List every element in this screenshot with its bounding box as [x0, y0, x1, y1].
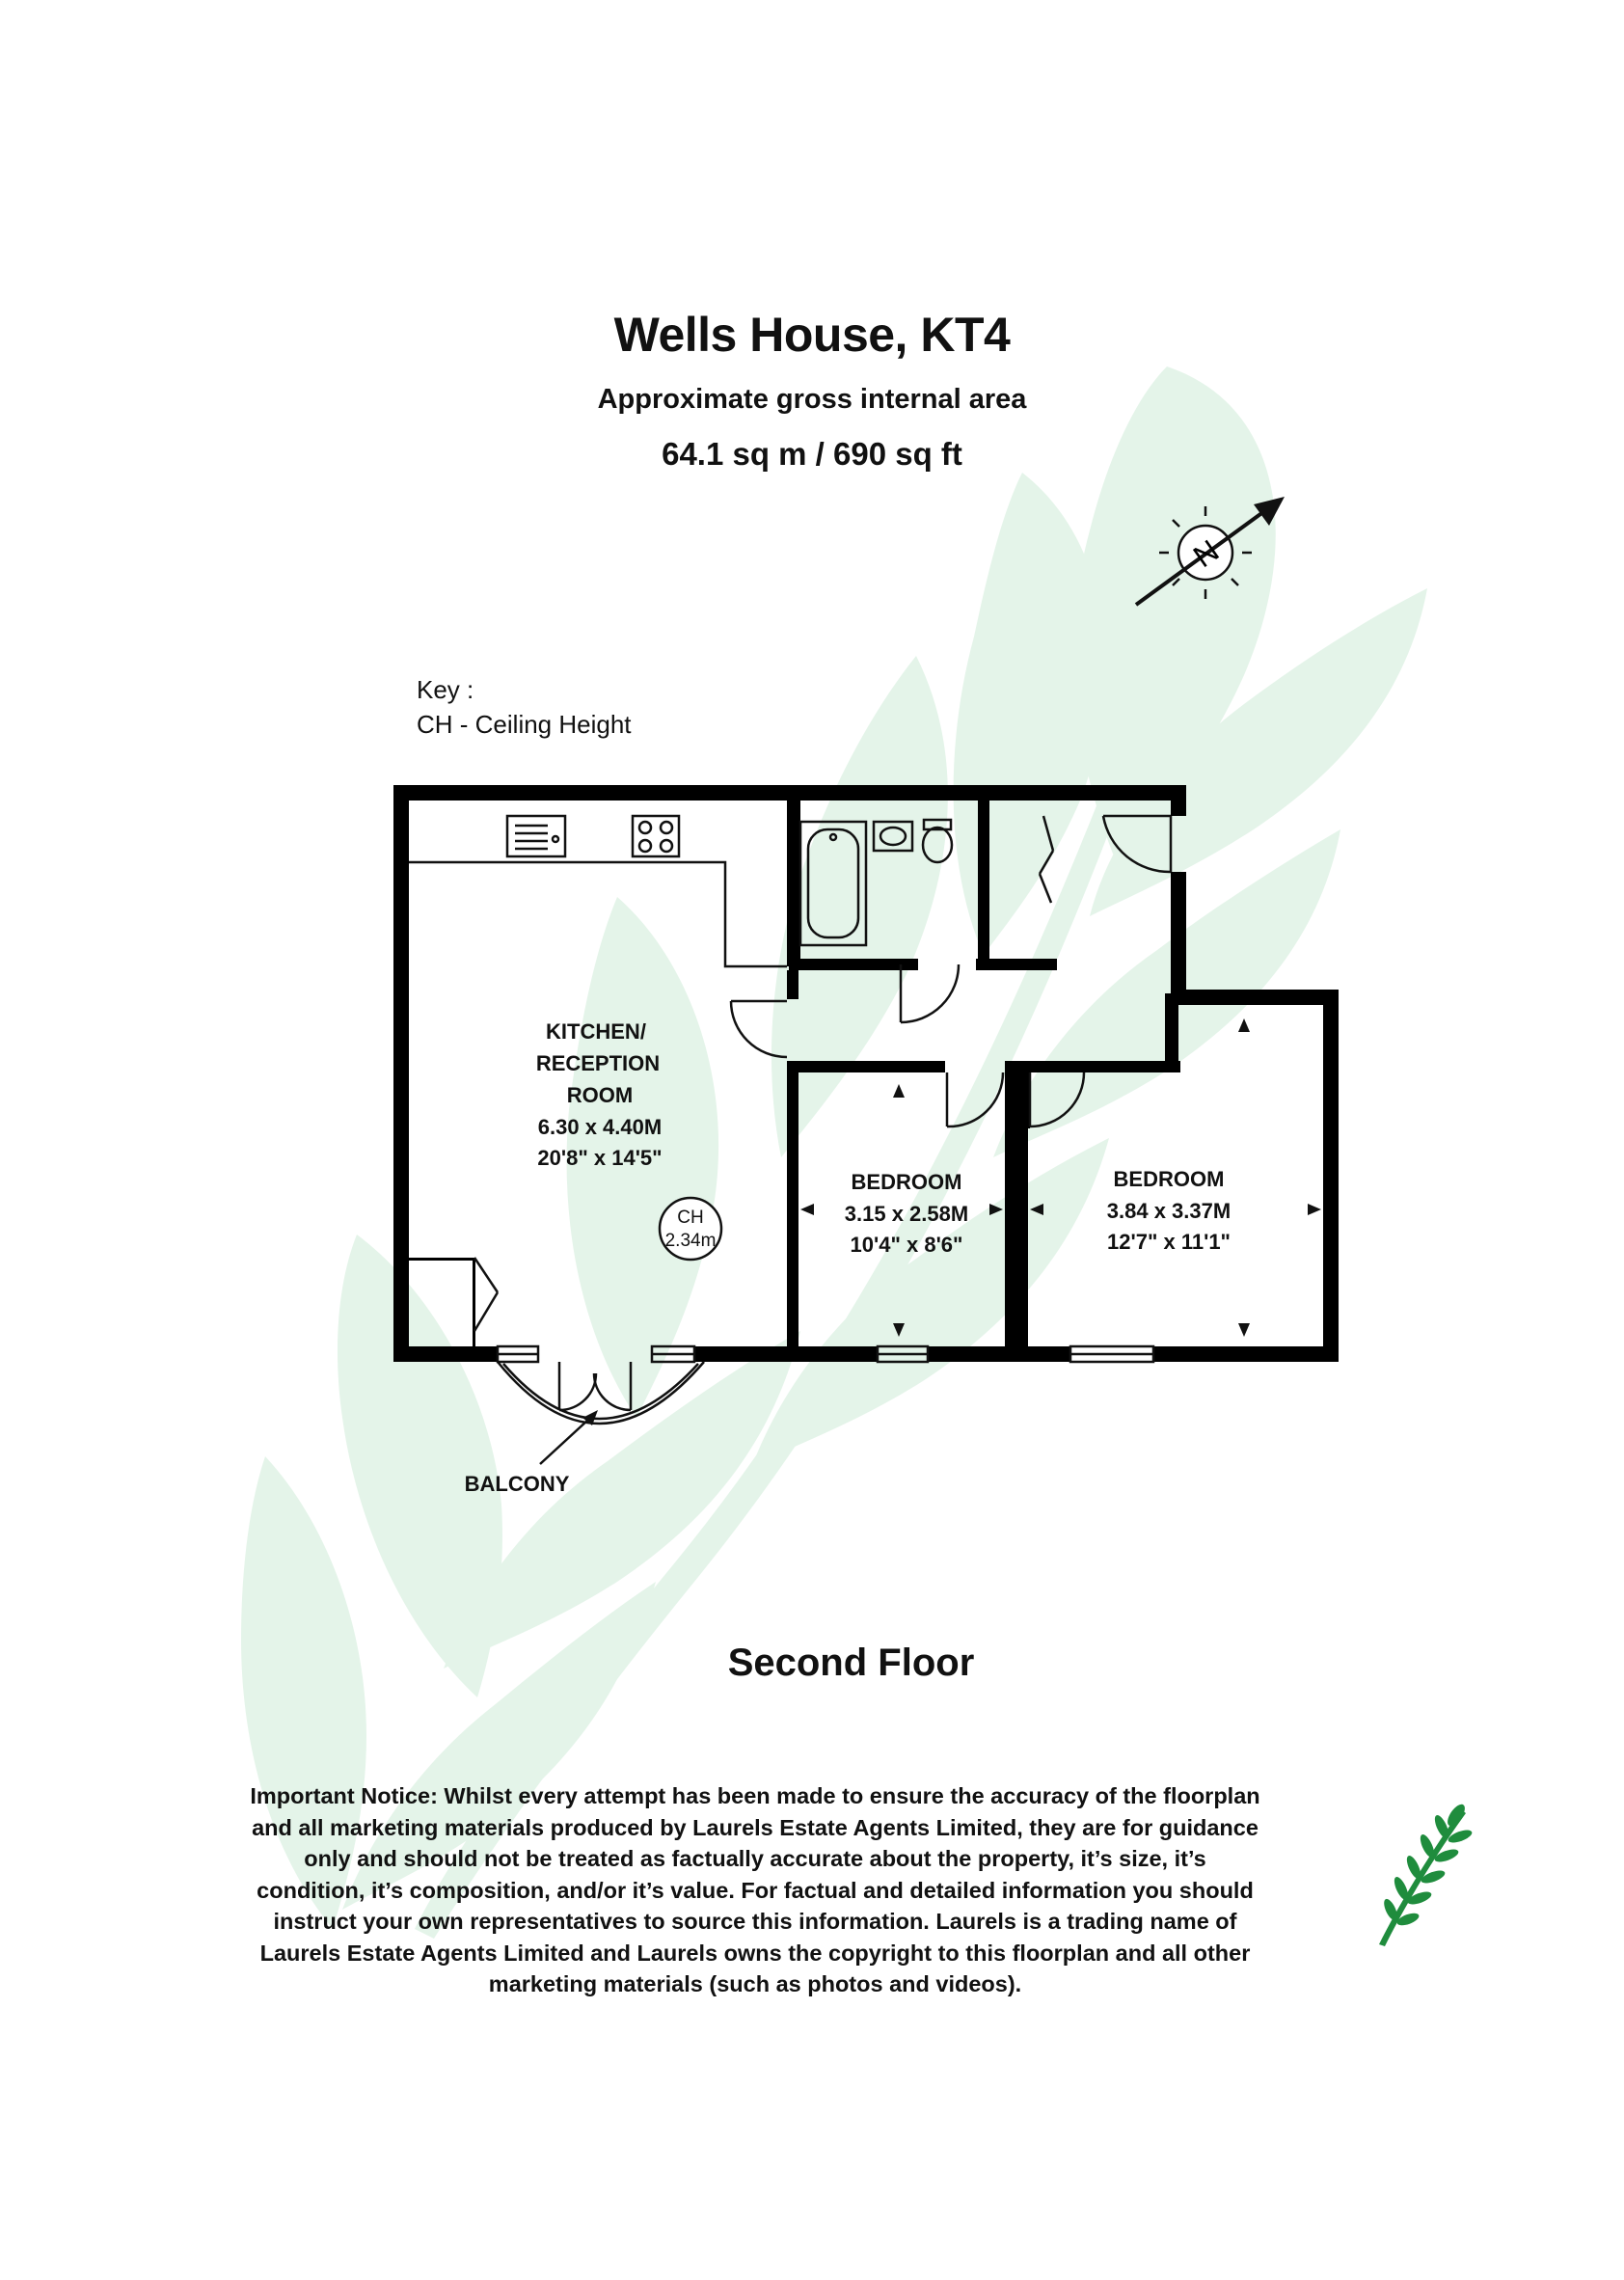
- kitchen-label-line1: KITCHEN/: [546, 1019, 646, 1044]
- kitchen-imperial: 20'8" x 14'5": [537, 1146, 663, 1170]
- legend-heading: Key :: [417, 675, 474, 704]
- area-value: 64.1 sq m / 690 sq ft: [662, 436, 962, 472]
- bedroom1-metric: 3.15 x 2.58M: [844, 1202, 969, 1226]
- property-title: Wells House, KT4: [613, 308, 1011, 362]
- kitchen-label-line3: ROOM: [566, 1083, 634, 1107]
- balcony-label: BALCONY: [464, 1472, 570, 1496]
- ceiling-height-value: 2.34m: [664, 1231, 717, 1251]
- area-caption: Approximate gross internal area: [597, 384, 1027, 415]
- bedroom1-label: BEDROOM: [851, 1170, 962, 1194]
- bedroom1-imperial: 10'4" x 8'6": [850, 1233, 963, 1257]
- important-notice: Important Notice: Whilst every attempt has been made to ensure the accuracy of the floorplan and all marketing materials produced by Laurels Estate Agents Limited, they are for guidance only and should not be treated as factually accurate about the property, it’s size, it’s condition, it’s composition, and/or it’s value. For factual and detailed information you should instruct your own representatives to source this information. Laurels is a trading name of Laurels Estate Agents Limited and Laurels owns the copyright to this floorplan and all other marketing materials (such as photos and videos).: [250, 1783, 1260, 1996]
- kitchen-metric: 6.30 x 4.40M: [537, 1115, 663, 1139]
- laurel-logo-icon: [1360, 1800, 1475, 1954]
- bedroom2-label: BEDROOM: [1113, 1167, 1225, 1191]
- north-letter: N: [1186, 532, 1226, 575]
- bedroom2-metric: 3.84 x 3.37M: [1106, 1199, 1232, 1223]
- bedroom2-imperial: 12'7" x 11'1": [1107, 1230, 1231, 1254]
- ceiling-height-code: CH: [677, 1208, 704, 1228]
- legend-entry: CH - Ceiling Height: [417, 710, 632, 739]
- floor-label: Second Floor: [727, 1642, 975, 1684]
- kitchen-label-line2: RECEPTION: [535, 1051, 661, 1075]
